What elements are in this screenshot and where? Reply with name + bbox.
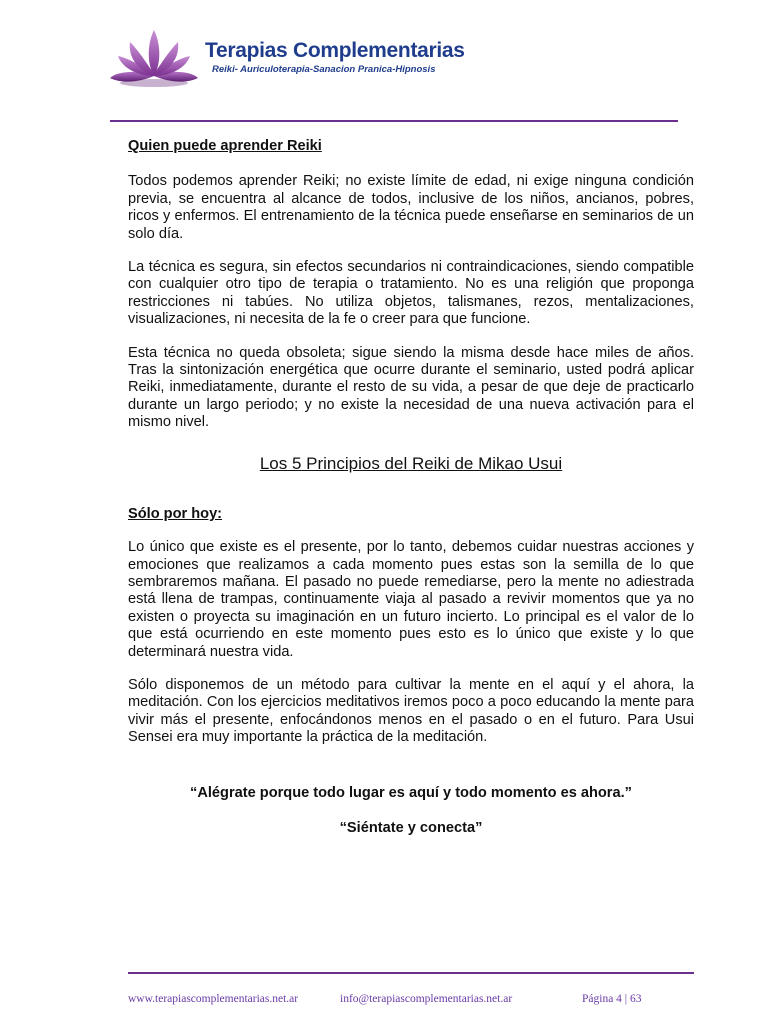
section-title-principios: Los 5 Principios del Reiki de Mikao Usui bbox=[259, 453, 563, 473]
page-number: Página 4 | 63 bbox=[582, 993, 642, 1005]
quote: “Alégrate porque todo lugar es aquí y todo momento es ahora.” bbox=[190, 784, 632, 801]
header-divider bbox=[110, 120, 678, 122]
page-content bbox=[128, 138, 694, 837]
paragraph: La técnica es segura, sin efectos secundarios ni contraindicaciones, siendo compatible con cualquier otro tipo de terapia o tratamiento. No es una religión que proponga restricciones ni tabúes. No utiliza objetos, talismanes, rezos, mentalizaciones, visualizaciones, ni necesita de la fe o creer para que funcione. bbox=[128, 259, 694, 328]
paragraph: Sólo disponemos de un método para cultivar la mente en el aquí y el ahora, la meditación. Con los ejercicios meditativos iremos poco a poco educando la mente para vivir más el presente, enfocándonos menos en el pasado o en el futuro. Para Usui Sensei era muy importante la práctica de la meditación. bbox=[128, 676, 694, 746]
footer-email-link[interactable]: info@terapiascomplementarias.net.ar bbox=[340, 993, 513, 1005]
brand-title: Terapias Complementarias bbox=[205, 39, 465, 62]
quote: “Siéntate y conecta” bbox=[339, 819, 483, 836]
paragraph: Esta técnica no queda obsoleta; sigue siendo la misma desde hace miles de años. Tras la sintonización energética que ocurre durante el seminario, usted podrá aplicar Reiki, inmediatamente, durante el resto de su vida, a pesar de que deje de practicarlo durante un largo periodo; y no existe la necesidad de una nueva activación para el mismo nivel. bbox=[128, 344, 694, 431]
section-heading-quien-puede: Quien puede aprender Reiki bbox=[128, 138, 322, 154]
paragraph: Todos podemos aprender Reiki; no existe límite de edad, ni exige ninguna condición previa, se encuentra al alcance de todos, inclusive de los niños, ancianos, pobres, ricos y enfermos. El entrenamiento de la técnica puede enseñarse en seminarios de un solo día. bbox=[128, 173, 694, 242]
subheading-solo-por-hoy: Sólo por hoy: bbox=[128, 505, 223, 522]
page-header bbox=[108, 22, 698, 122]
footer-website-link[interactable]: www.terapiascomplementarias.net.ar bbox=[128, 993, 299, 1005]
paragraph: Lo único que existe es el presente, por lo tanto, debemos cuidar nuestras acciones y emociones que realizamos a cada momento pues estas son la semilla de lo que sembraremos mañana. El pasado no puede remediarse, pero la mente no adiestrada está llena de trampas, continuamente viaja al pasado a revivir momentos que ya no existen o proyecta su imaginación en un futuro incierto. Lo principal es el valor de lo que está ocurriendo en este momento pues esto es lo único que existe y lo que determinará nuestra vida. bbox=[128, 539, 694, 660]
footer-divider bbox=[128, 972, 694, 974]
brand-subtitle: Reiki- Auriculoterapia-Sanacion Pranica-Hipnosis bbox=[212, 64, 436, 75]
lotus-logo-icon bbox=[108, 28, 200, 90]
